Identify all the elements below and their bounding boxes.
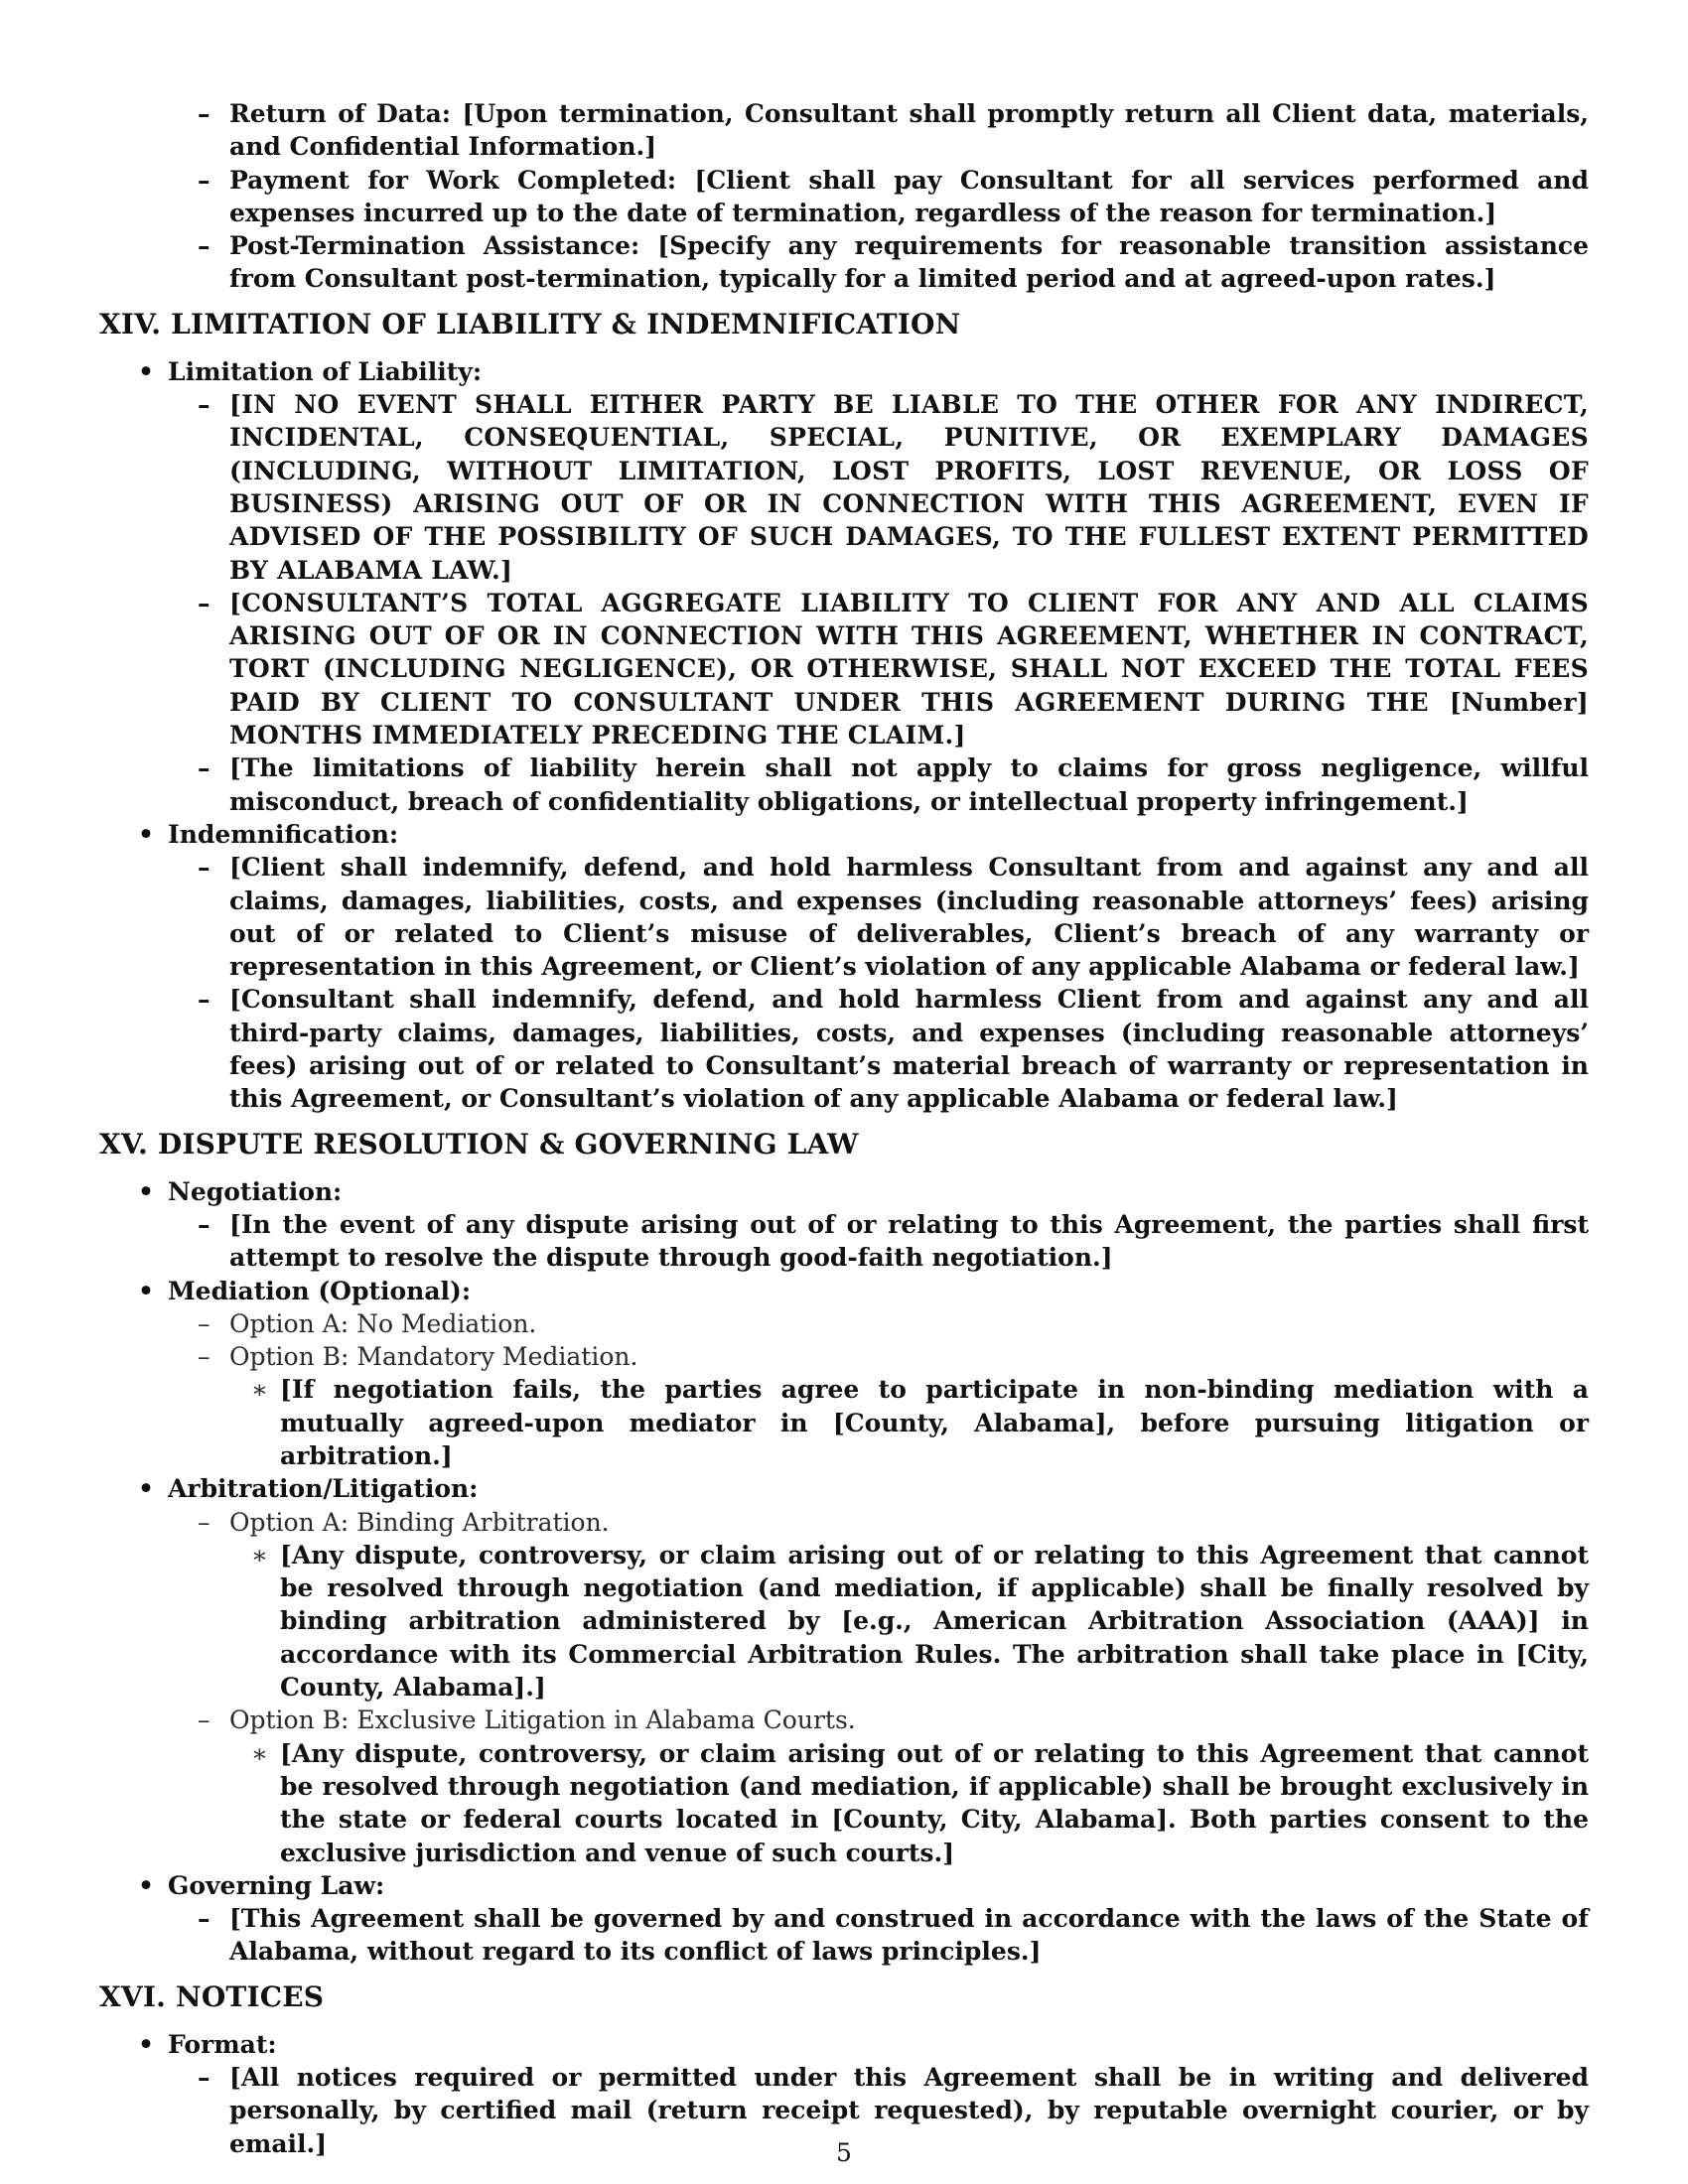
list-item: • Arbitration/Litigation: [99,1472,1589,1505]
list-item: – Option A: Binding Arbitration. [99,1506,1589,1539]
list-item: ∗ [Any dispute, controversy, or claim arising out of or relating to this Agreement that cannot be resolved through negotiation (and mediation, if applicable) shall be brought exclusively in the state or federal courts located in [County, City, Alabama]. Both parties consent to the exclusive jurisdiction and venue of such courts.] [251,1738,1589,1867]
list-item: ∗ [If negotiation fails, the parties agree to participate in non-binding mediation with a mutually agreed-upon mediator in [County, Alabama], before pursuing litigation or arbitration.] [251,1375,1589,1470]
list-item: – Option B: Exclusive Litigation in Alabama Courts. [99,1704,1589,1736]
bullet-marker: • [138,1870,154,1900]
bullet-marker: • [138,819,154,849]
section-heading-xv: XV. DISPUTE RESOLUTION & GOVERNING LAW [99,1127,859,1160]
star-marker: ∗ [251,1738,268,1768]
dash-marker: – [198,588,211,617]
bullet-marker: • [138,1276,154,1305]
section-heading-xvi: XVI. NOTICES [99,1979,325,2013]
list-item: – Post-Termination Assistance: [Specify any requirements for reasonable transition assistance from Consultant post-termination, typically for a limited period and at agreed-upon rates.] [198,231,1589,294]
dash-marker: – [198,1904,211,1934]
dash-marker: – [198,1308,211,1338]
list-item: – Option B: Mandatory Mediation. [99,1340,1589,1373]
list-item: – Payment for Work Completed: [Client shall pay Consultant for all services performed and expenses incurred up to the date of termination, regardless of the reason for termination.] [198,165,1589,227]
dash-marker: – [198,853,211,883]
dash-marker: – [198,165,211,195]
list-item: – Option A: No Mediation. [99,1307,1589,1340]
document-page [99,97,1589,2160]
list-item: – [All notices required or permitted under this Agreement shall be in writing and delivered personally, by certified mail (return receipt requested), by reputable overnight courier, or by email.] [198,2063,1589,2158]
list-item: – [Client shall indemnify, defend, and hold harmless Consultant from and against any and all claims, damages, liabilities, costs, and expenses (including reasonable attorneys’ fees) arising out of or related to Client’s misuse of deliverables, Client’s breach of any warranty or representation in this Agreement, or Client’s violation of any applicable Alabama or federal law.] [198,853,1589,982]
list-item: – [IN NO EVENT SHALL EITHER PARTY BE LIABLE TO THE OTHER FOR ANY INDIRECT, INCIDENTAL, CONSEQUENTIAL, SPECIAL, PUNITIVE, OR EXEMPLARY DAMAGES (INCLUDING, WITHOUT LIMITATION, LOST PROFITS, LOST REVENUE, OR LOSS OF BUSINESS) ARISING OUT OF OR IN CONNECTION WITH THIS AGREEMENT, EVEN IF ADVISED OF THE POSSIBILITY OF SUCH DAMAGES, TO THE FULLEST EXTENT PERMITTED BY ALABAMA LAW.] [198,390,1589,585]
bullet-marker: • [138,1474,154,1504]
list-item: • Governing Law: [99,1869,1589,1902]
list-item: – [The limitations of liability herein shall not apply to claims for gross negligence, willful misconduct, breach of confidentiality obligations, or intellectual property infringement.] [198,753,1589,816]
page-number: 5 [836,2138,852,2167]
dash-marker: – [198,2063,211,2093]
dash-marker: – [198,985,211,1015]
list-item: • Indemnification: [99,818,1589,851]
list-item: • Mediation (Optional): [99,1275,1589,1307]
dash-marker: – [198,1706,211,1735]
list-item: ∗ [Any dispute, controversy, or claim arising out of or relating to this Agreement that cannot be resolved through negotiation (and mediation, if applicable) shall be finally resolved by binding arbitration administered by [e.g., American Arbitration Association (AAA)] in accordance with its Commercial Arbitration Rules. The arbitration shall take place in [City, County, Alabama].] [251,1540,1589,1703]
dash-marker: – [198,1342,211,1372]
bullet-marker: • [138,356,154,386]
dash-marker: – [198,99,211,128]
list-item: – Return of Data: [Upon termination, Consultant shall promptly return all Client data, materials, and Confidential Information.] [198,99,1589,162]
dash-marker: – [198,390,211,420]
star-marker: ∗ [251,1540,268,1570]
list-item: • Format: [99,2028,1589,2061]
dash-marker: – [198,753,211,783]
dash-marker: – [198,231,211,261]
section-heading-xiv: XIV. LIMITATION OF LIABILITY & INDEMNIFICATION [99,307,961,341]
bullet-marker: • [138,2029,154,2059]
dash-marker: – [198,1209,211,1239]
star-marker: ∗ [251,1375,268,1405]
list-item: • Limitation of Liability: [99,355,1589,388]
list-item: – [This Agreement shall be governed by and construed in accordance with the laws of the State of Alabama, without regard to its conflict of laws principles.] [198,1904,1589,1967]
list-item: – [In the event of any dispute arising out of or relating to this Agreement, the parties shall first attempt to resolve the dispute through good-faith negotiation.] [198,1209,1589,1273]
bullet-marker: • [138,1176,154,1206]
list-item: – [Consultant shall indemnify, defend, and hold harmless Client from and against any and all third-party claims, damages, liabilities, costs, and expenses (including reasonable attorneys’ fees) arising out of or related to Consultant’s material breach of warranty or representation in this Agreement, or Consultant’s violation of any applicable Alabama or federal law.] [198,985,1589,1114]
list-item: • Negotiation: [99,1175,1589,1208]
list-item: – [CONSULTANT’S TOTAL AGGREGATE LIABILITY TO CLIENT FOR ANY AND ALL CLAIMS ARISING OUT OF OR IN CONNECTION WITH THIS AGREEMENT, WHETHER IN CONTRACT, TORT (INCLUDING NEGLIGENCE), OR OTHERWISE, SHALL NOT EXCEED THE TOTAL FEES PAID BY CLIENT TO CONSULTANT UNDER THIS AGREEMENT DURING THE [Number] MONTHS IMMEDIATELY PRECEDING THE CLAIM.] [198,588,1589,751]
dash-marker: – [198,1507,211,1537]
